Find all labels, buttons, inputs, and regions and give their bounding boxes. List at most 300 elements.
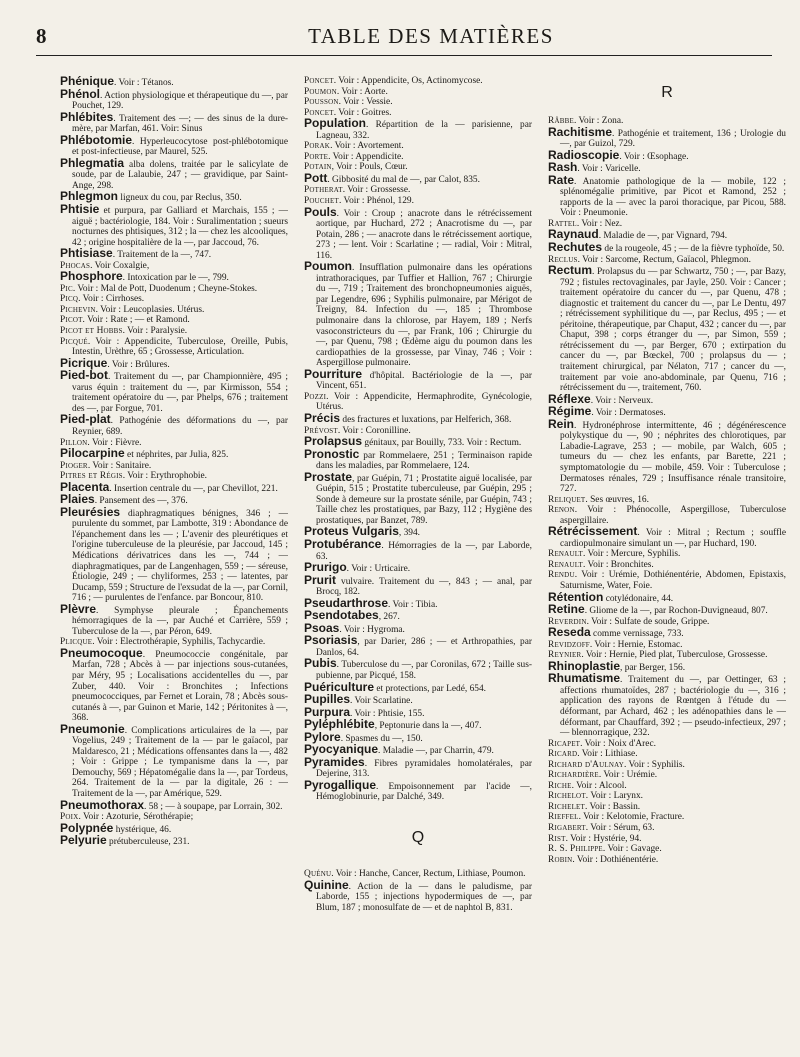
entry-text: . Maladie de —, par Vignard, 794. — [598, 231, 728, 242]
index-entry — [304, 170, 532, 186]
index-entry — [60, 414, 288, 437]
entry-term: Population — [304, 116, 366, 131]
entry-author: Richelot — [548, 791, 586, 802]
entry-term: Prurit — [304, 572, 337, 587]
entry-text: . Voir : Zona. — [573, 116, 624, 126]
index-entry — [304, 635, 532, 658]
index-entry — [548, 749, 786, 760]
index-entry — [60, 86, 288, 112]
entry-text: . Voir : Mal de Pott, Duodenum ; Cheyne-Stokes. — [72, 283, 258, 294]
index-entry — [548, 495, 786, 506]
entry-author: Richelet — [548, 801, 586, 812]
entry-text: . Voir : Œsophage. — [619, 151, 689, 162]
entry-term: Pupilles — [304, 692, 351, 707]
entry-text: , 394. — [398, 528, 421, 539]
entry-term: Pneumocoque — [60, 645, 143, 660]
entry-author: Poncet — [304, 76, 334, 86]
entry-text: et néphrites, par Julia, 825. — [124, 450, 229, 461]
entry-author: Ricapet — [548, 738, 581, 749]
entry-term: Pneumothorax — [60, 797, 145, 812]
index-entry — [60, 284, 288, 295]
entry-text: . Voir : Sérum, 63. — [585, 823, 655, 833]
entry-text: . Complications articulaires de la —, par Vogelius, 249 ; Traitement de la — par le gaïacol, par Maldaresco, 21 ; Médications offensantes dans la —, 482 ; Voir : Grippe ; Le tympanisme dans la —, par Demouchy, 569 ; Hépatomégalie dans la —, par Tordeus, 264. Traitement de la — par la digitale, 26 : — Traitement de la —, par Amérique, 529. — [72, 725, 288, 799]
section-letter: R — [661, 84, 673, 101]
entry-term: Purpura — [304, 704, 351, 719]
entry-term: Pilocarpine — [60, 446, 125, 461]
entry-author: Pioger — [60, 460, 88, 471]
entry-author: Revidzoff — [548, 639, 590, 650]
entry-text: . Voir : Phénol, 129. — [339, 196, 414, 207]
entry-text: . Voir : Larynx. — [585, 791, 643, 802]
entry-term: Régime — [548, 404, 592, 419]
entry-term: Rectum — [548, 263, 593, 278]
index-entry — [548, 802, 786, 813]
entry-text: . Voir : Mitral ; Rectum ; souffle cardiopulmonaire simulant un —, par Huchard, 190. — [560, 528, 786, 549]
entry-text: . Intoxication par le —, 799. — [122, 273, 229, 284]
entry-text: . Voir : Syphilis. — [624, 759, 685, 770]
entry-term: Pied-plat — [60, 412, 111, 427]
entry-term: Pyrogallique — [304, 777, 377, 792]
entry-author: Pouchet — [304, 196, 340, 207]
index-entry — [60, 109, 288, 135]
entry-term: Reseda — [548, 625, 591, 640]
index-entry — [304, 562, 532, 575]
entry-term: Raynaud — [548, 227, 599, 242]
index-entry — [304, 152, 532, 163]
entry-text: . Traitement du —, par Oettinger, 63 ; affections rhumatoïdes, 287 ; bactériologie du —, 316 ; application des rayons de Rœntgen à l'étude du — déformant, par Achard, 462 ; les adénopathies dans le — déformant, par Chauffard, 392 ; — pseudo-infectieux, 297 ; — blennorragique, 232. — [560, 675, 786, 739]
entry-text: . Action physiologique et thérapeutique du —, par Pouchet, 129. — [72, 90, 288, 112]
entry-author: Plicque — [60, 637, 93, 648]
entry-text: . Voir : Hernie, Pied plat, Tuberculose, Grossesse. — [581, 650, 768, 661]
index-entry — [60, 132, 288, 158]
entry-text: par Rommelaere, 251 ; Terminaison rapide dans les maladies, par Rommelaere, 124. — [316, 450, 532, 472]
entry-term: Rash — [548, 160, 578, 175]
index-entry — [548, 560, 786, 571]
entry-author: Reynier — [548, 650, 582, 661]
entry-text: et protections, par Ledé, 654. — [374, 683, 486, 694]
entry-text: . Voir : Appendicite, Hermaphrodite, Gynécologie, Utérus. — [316, 391, 532, 413]
entry-text: . Traitement des —; — des sinus de la dure-mère, par Marfan, 461. Voir: Sinus — [72, 113, 288, 135]
entry-term: Placenta — [60, 479, 110, 494]
index-entry — [304, 162, 532, 173]
entry-text: . Action de la — dans le paludisme, par Laborde, 155 ; injections hypodermiques de —, par Blum, 187 ; monosulfate de — et de naphtol B, 831. — [316, 881, 532, 913]
entry-text: . Voir : Nez. — [576, 218, 623, 229]
entry-author: Renon — [548, 505, 575, 516]
entry-term: Phénique — [60, 76, 115, 88]
entry-text: . Voir : Phtisie, 155. — [350, 708, 425, 719]
entry-text: . Voir : Erythrophobie. — [122, 471, 207, 482]
entry-text: . Voir : Urémie, Dothiénentérie, Abdomen, Epistaxis, Saturnisme, Water, Foie. — [560, 570, 786, 591]
entry-text: prétuberculeuse, 231. — [106, 837, 190, 848]
index-columns — [60, 76, 786, 913]
index-entry — [60, 155, 288, 192]
entry-term: Phtisie — [60, 202, 100, 217]
entry-text: . Voir : Vessie. — [338, 97, 393, 108]
index-entry — [548, 162, 786, 175]
entry-text: . Voir : Tibia. — [388, 599, 438, 610]
entry-text: hystérique, 46. — [113, 824, 172, 835]
index-column-2 — [304, 76, 532, 913]
entry-text: . Traitement de la —, 747. — [112, 250, 212, 261]
entry-term: Phlegmon — [60, 189, 119, 204]
entry-text: . Hyperleucocytose post-phlébotomique et post-infectieuse, par Maurel, 525. — [72, 136, 288, 158]
index-entry — [60, 448, 288, 461]
entry-term: Rétention — [548, 589, 604, 604]
entry-term: Prostate — [304, 469, 353, 484]
entry-text: . Voir : Azoturie, Sérothérapie; — [78, 812, 194, 823]
index-entry — [548, 640, 786, 651]
index-entry — [304, 118, 532, 141]
entry-term: Prurigo — [304, 560, 347, 575]
index-entry — [548, 172, 786, 219]
index-entry — [60, 337, 288, 358]
entry-author: Potherat — [304, 185, 343, 196]
index-entry — [548, 855, 786, 866]
index-entry — [60, 835, 288, 848]
entry-text: . Pneumococcie congénitale, par Marfan, 728 ; Abcès à — par injections sous-cutanées, par Méry, 95 ; Localisations accidentelles du —, par Zuber, 440. Voir : Bronchites ; Infections pneumococciques, par Fernet et Lorain, 78 ; Abcès sous-cutanés à —, par Guinon et Marie, 142 ; Péritonites à —, 368. — [72, 649, 288, 724]
entry-author: Potain — [304, 162, 332, 173]
entry-text: comme vernissage, 733. — [590, 629, 684, 640]
entry-author: Prévost — [304, 425, 338, 436]
entry-author: Picot et Hobbs — [60, 326, 123, 337]
entry-text: , Voir : Pouls, Cœur. — [331, 162, 408, 173]
index-entry — [548, 760, 786, 771]
index-entry — [548, 812, 786, 823]
index-entry — [304, 196, 532, 207]
entry-author: Rigabert — [548, 823, 586, 833]
entry-text: des fractures et luxations, par Helferich, 368. — [340, 414, 512, 425]
index-entry — [304, 185, 532, 196]
entry-author: Reliquet — [548, 494, 586, 505]
index-entry — [304, 777, 532, 803]
entry-text: . Voir : Urémie. — [598, 770, 658, 781]
entry-author: Reverdin — [548, 616, 587, 627]
entry-text: , par Guépin, 71 ; Prostatite aiguë localisée, par Guépin, 515 ; Prostatite tuberculeuse, par Guépin, 295 ; Sonde à demeure sur la prostate sénile, par Guépin, 743 ; Taille chez les prostatiques, par Bazy, 112 ; Hygiène des prostatiques, par Banzet, 789. — [316, 473, 532, 526]
index-entry — [60, 294, 288, 305]
entry-text: . Voir : Fièvre. — [87, 437, 142, 448]
index-entry — [304, 76, 532, 87]
entry-text: . Voir : Rate ; — et Ramond. — [82, 315, 190, 326]
entry-term: Pylore — [304, 729, 341, 744]
entry-term: Psoriasis — [304, 633, 358, 648]
entry-term: Psendotabes — [304, 608, 379, 623]
entry-text: . Anatomie pathologique de la — mobile, 122 ; splénomégalie primitive, par Picot et Ramond, 252 ; rapports de la — avec la paroi thoracique, par Picou, 588. Voir : Pneumonie. — [560, 176, 786, 219]
index-entry — [60, 326, 288, 337]
entry-text: d'hôpital. Bactériologie de la —, par Vincent, 651. — [316, 370, 532, 392]
entry-author: Robin — [548, 854, 573, 865]
entry-term: Phosphore — [60, 269, 123, 284]
entry-text: . Voir : Paralysie. — [122, 326, 188, 337]
entry-term: Prolapsus — [304, 434, 363, 449]
header-rule — [36, 55, 772, 56]
entry-text: diaphragmatiques bénignes, 346 ; — purulente du sommet, par Lambotte, 319 : Abondance de l'épanchement dans les — ; L'avenir des pleurétiques et l'origine tuberculeuse de la pleurésie, par Jaccoud, 145 ; Médications dérivatrices dans les —, 744 ; — diaphragmatiques, par de Langenhagen, 559 ; — séreuse, Étiologie, 249 ; — chyliformes, 253 ; — latentes, par Ducamp, 559 ; Structure de l'exsudat de la —, par Cornil, 716 ; — purulentes de l'enfance. par Boncour, 810. — [72, 508, 288, 604]
entry-text: . Pathogénie des déformations du —, par Reynier, 689. — [72, 416, 288, 437]
entry-text: , par Berger, 156. — [620, 662, 686, 673]
entry-author: Porak — [304, 141, 331, 152]
index-entry — [60, 271, 288, 284]
entry-term: Rhumatisme — [548, 671, 621, 686]
index-entry — [60, 370, 288, 414]
entry-author: Picqué — [60, 336, 88, 347]
entry-text: . Voir : Grossesse. — [342, 185, 411, 196]
entry-text: . Voir : Lithiase. — [577, 749, 638, 760]
entry-text: . Voir : Goitres. — [333, 107, 392, 118]
index-entry — [548, 770, 786, 781]
section-letter: Q — [411, 829, 425, 846]
index-entry — [60, 645, 288, 724]
index-entry — [304, 877, 532, 914]
entry-author: Ricard — [548, 749, 578, 760]
entry-author: Poumon — [304, 86, 337, 97]
entry-term: Pyramides — [304, 754, 365, 769]
index-entry — [60, 601, 288, 638]
entry-text: . Gliome de la —, par Rochon-Duvigneaud, 807. — [584, 606, 768, 617]
entry-text: . Voir : Croup ; anacrote dans le rétrécissement aortique, par Huchard, 272 ; Anacrotisme du —, par Potain, 286 ; — anacrote dans le rétrécissement aortique, 273 ; — lent. Voir : Scarlatine ; — radial, Voir : Mitral, 116. — [316, 208, 532, 261]
entry-author: Rieffel — [548, 812, 579, 823]
entry-text: . Voir : Aorte. — [336, 86, 388, 97]
index-entry — [548, 147, 786, 163]
index-column-1 — [60, 76, 288, 913]
entry-author: Reclus — [548, 254, 578, 265]
index-entry — [304, 536, 532, 562]
index-entry — [60, 305, 288, 316]
entry-term: Réflexe — [548, 391, 591, 406]
entry-text: . Voir : Leucoplasies. Utérus. — [95, 304, 205, 315]
index-entry — [304, 754, 532, 780]
index-entry — [548, 834, 786, 845]
entry-text: . Fibres pyramidales homolatérales, par Dejerine, 313. — [316, 758, 532, 780]
entry-term: Pourriture — [304, 366, 363, 381]
index-entry — [304, 204, 532, 262]
entry-text: . Voir Coxalgie, — [90, 260, 150, 271]
entry-term: Rate — [548, 172, 575, 187]
entry-author: Pitres et Régis — [60, 471, 123, 482]
entry-text: alba dolens, traitée par le salicylate de soude, par de Lalaubie, 247 ; — gravidique, par Saint-Ange, 298. — [72, 159, 288, 191]
index-entry — [548, 242, 786, 255]
entry-term: Poumon — [304, 259, 352, 274]
entry-text: . Voir : Hernie, Estomac. — [589, 639, 683, 650]
index-entry — [548, 549, 786, 560]
entry-text: . Spasmes du —, 150. — [340, 733, 423, 744]
entry-term: Retine — [548, 602, 585, 617]
entry-text: . Pansement des —, 376. — [94, 496, 188, 507]
entry-author: Râbbe — [548, 116, 574, 126]
entry-text: . Voir : Hygroma. — [339, 624, 405, 635]
index-entry — [548, 627, 786, 640]
index-entry — [548, 739, 786, 750]
entry-text: . Voir : Noix d'Arec. — [580, 738, 656, 749]
entry-author: Pousson — [304, 97, 339, 108]
entry-text: génitaux, par Bouilly, 733. Voir : Rectum. — [362, 438, 522, 449]
index-entry — [304, 87, 532, 98]
entry-term: Pubis — [304, 656, 337, 671]
entry-text: . Voir : Appendicite, Os, Actinomycose. — [333, 76, 483, 86]
entry-text: , 267. — [378, 612, 400, 623]
entry-author: Picot — [60, 315, 83, 326]
entry-term: Rein — [548, 416, 575, 431]
entry-author: Phocas — [60, 260, 91, 271]
entry-term: Picrique — [60, 355, 108, 370]
entry-text: . Voir : Hanche, Cancer, Rectum, Lithiase, Poumon. — [331, 869, 526, 879]
index-entry — [548, 604, 786, 617]
index-entry — [548, 823, 786, 834]
entry-text: . Voir : Mercure, Syphilis. — [583, 549, 681, 560]
entry-text: . Voir : Nerveux. — [590, 395, 654, 406]
entry-term: Précis — [304, 410, 341, 425]
entry-term: Quinine — [304, 877, 349, 892]
index-entry — [548, 844, 786, 855]
entry-text: . Insufflation pulmonaire dans les opérations intrathoraciques, par Tuffier et Hallion, 767 ; Chirurgie du —, 719 ; Traitement des bronchopneumonies aiguës, par Legendre, 696 ; Syphilis pulmonaire, par Mérigot de Treigny, 84. Infection du —, 185 ; Thrombose pulmonaire dans la chlorose, par Hayem, 189 ; Nerfs vasoconstricteurs du —, par Frank, 106 ; Chirurgie du —, par Quenu, 798 ; Œdème aigu du poumon dans les cardiopathies de la grossesse, par Vinay, 746 ; Voir : Aspergillose pulmonaire. — [316, 263, 532, 369]
entry-term: Plaies — [60, 492, 95, 507]
entry-term: Pyocyanique — [304, 742, 379, 757]
entry-author: Pichevin — [60, 304, 96, 315]
entry-text: . Voir : Cirrhoses. — [78, 294, 145, 305]
entry-term: Polypnée — [60, 820, 114, 835]
index-entry — [304, 97, 532, 108]
page-header — [36, 24, 772, 54]
index-entry — [60, 721, 288, 800]
entry-term: Pott — [304, 170, 328, 185]
entry-term: Psoas — [304, 620, 340, 635]
index-entry — [304, 261, 532, 368]
entry-text: . Voir : Sanitaire. — [87, 460, 152, 471]
entry-text: . Voir : Sulfate de soude, Grippe. — [586, 616, 710, 627]
entry-author: Pozzi — [304, 391, 327, 402]
index-column-3 — [548, 76, 786, 913]
index-entry — [304, 141, 532, 152]
index-entry — [304, 469, 532, 527]
index-entry — [548, 265, 786, 394]
index-entry — [548, 673, 786, 738]
index-entry — [60, 315, 288, 326]
entry-text: . Voir Scarlatine. — [350, 696, 413, 707]
entry-term: Phénol — [60, 86, 101, 101]
entry-author: Rendu — [548, 570, 575, 581]
entry-text: . Répartition de la — parisienne, par Lagneau, 332. — [316, 120, 532, 141]
entry-term: Pelyurie — [60, 833, 107, 848]
index-entry — [304, 410, 532, 426]
entry-author: Porte — [304, 151, 329, 162]
entry-term: Protubérance — [304, 536, 382, 551]
entry-author: R. S. Philippe — [548, 844, 603, 855]
index-entry — [304, 446, 532, 472]
entry-text: . Voir : Phénocolle, Aspergillose, Tuberculose aspergillaire. — [560, 505, 786, 526]
entry-text: . Voir : Electrothérapie, Syphilis, Tachycardie. — [92, 637, 266, 648]
page-title: TABLE DES MATIÈRES — [308, 24, 554, 48]
entry-text: de la rougeole, 45 ; — de la fièvre typhoïde, 50. — [602, 244, 785, 255]
entry-author: Renault — [548, 549, 584, 560]
index-entry — [548, 526, 786, 549]
index-entry — [304, 366, 532, 392]
entry-term: Plèvre — [60, 601, 97, 616]
entry-text: . Traitement du —, par Championnière, 495 ; varus équin : traitement du —, par Kirmisson, 554 ; traitement opératoire du —, par Phelps, 676 ; traitement des —, par Forgue, 701. — [72, 372, 288, 414]
entry-text: . Tuberculose du —, par Coronilas, 672 ; Taille sus-pubienne, par Picqué, 158. — [316, 660, 532, 681]
entry-text: . Voir : Bronchites. — [583, 559, 654, 570]
entry-text: . Hémorragies de la —, par Laborde, 63. — [316, 540, 532, 562]
entry-term: Phlébites — [60, 109, 114, 124]
entry-author: Quénu — [304, 869, 332, 879]
entry-term: Radioscopie — [548, 147, 620, 162]
index-entry — [548, 416, 786, 495]
entry-text: . Voir : Alcool. — [571, 780, 627, 791]
entry-text: . Voir : Varicelle. — [577, 164, 641, 175]
page-number: 8 — [36, 24, 47, 48]
entry-term: Pouls — [304, 204, 337, 219]
entry-author: Pillon — [60, 437, 88, 448]
entry-text: . Voir : Bassin. — [585, 801, 641, 812]
entry-term: Rétrécissement — [548, 524, 638, 539]
index-entry — [304, 658, 532, 681]
entry-text: . Empoisonnement par l'acide —, Hémoglobinurie, par Dalché, 349. — [316, 781, 532, 803]
entry-author: Poix — [60, 812, 79, 823]
entry-text: . Voir : Gavage. — [602, 844, 662, 855]
entry-text: . Voir : Tétanos. — [114, 78, 174, 88]
entry-text: . Prolapsus du — par Schwartz, 750 ; —, par Bazy, 792 ; fistules rectovaginales, par Jayle, 250. Voir : Cancer ; traitement opératoire du cancer du —, par Quenu, 478 ; diagnostic et traitement du cancer du —, par Le Dentu, 497 ; rétrécissement syphilitique du —, par Reclus, 495 ; — et péritoine, thérapeutique, par Chaput, 432 ; cancer du —, par Chaput, 398 ; corps étranger du —, par Simon, 559 ; rétrécissement du —, par Berger, 670 ; extirpation du cancer du —, par Bœckel, 700 ; prolapsus du — ; traitement chirurgical, par Nélaton, 717 ; cancer du —, traitement par voie ano-abdominale, par Quenu, 716 ; rétrécissement du —, traitement, 760. — [560, 267, 786, 394]
entry-term: Proteus Vulgaris — [304, 524, 399, 539]
entry-term: Phtisiase — [60, 246, 113, 261]
entry-term: Rechutes — [548, 240, 603, 255]
entry-text: . Symphyse pleurale ; Épanchements hémorragiques de la —, par Auché et Carrière, 559 ; Tuberculose de la —, par Péron, 649. — [72, 605, 288, 637]
entry-author: Rist — [548, 833, 566, 844]
entry-author: Renault — [548, 559, 584, 570]
entry-text: . Voir : Appendicite. — [328, 151, 404, 162]
entry-text: . Voir : Urticaire. — [346, 564, 411, 575]
entry-text: . Voir : Coronilline. — [337, 425, 411, 436]
entry-term: Rachitisme — [548, 124, 613, 139]
entry-term: Pseudarthrose — [304, 595, 389, 610]
entry-text: . Ses œuvres, 16. — [585, 494, 649, 505]
index-entry — [548, 791, 786, 802]
entry-text: . Voir : Dothiénentérie. — [572, 854, 659, 865]
entry-text: , par Darier, 286 ; — et Arthropathies, par Danlos, 64. — [316, 637, 532, 658]
entry-text: . 58 ; — à soupape, par Lorrain, 302. — [144, 801, 283, 812]
index-entry — [60, 461, 288, 472]
entry-term: Rhinoplastie — [548, 658, 621, 673]
entry-author: Richard d'Aulnay — [548, 759, 624, 770]
entry-author: Poncet — [304, 107, 334, 118]
entry-text: . Voir : Hystérie, 94. — [565, 833, 642, 844]
entry-author: Rattel — [548, 218, 577, 229]
entry-text: . Voir : Brûlures. — [107, 359, 170, 370]
entry-term: Pleurésies — [60, 504, 121, 519]
index-entry — [60, 797, 288, 813]
index-entry — [304, 572, 532, 598]
entry-text: , Peptonurie dans la —, 407. — [374, 721, 482, 732]
index-entry — [548, 570, 786, 591]
entry-text: . Hydronéphrose intermittente, 46 ; dégénérescence polykystique du —, 90 ; néphrites des chlorotiques, par Labadie-Lagrave, 253 ; — mobile, par Walch, 605 ; tumeurs du — chez les enfants, par Barette, 221 ; symptomatologie du — mobile, 459. Voir : Tuberculose ; Dermatoses rénales, 729 ; Insuffisance rénale transitoire, 727. — [560, 420, 786, 495]
entry-term: Phlébotomie — [60, 132, 133, 147]
entry-text: . Voir : Sarcome, Rectum, Gaïacol, Phlegmon. — [577, 254, 751, 265]
index-entry — [548, 505, 786, 526]
entry-text: . Gibbosité du mal de —, par Calot, 835. — [327, 174, 480, 185]
entry-term: Pneumonie — [60, 721, 125, 736]
entry-text: ligneux du cou, par Reclus, 350. — [118, 193, 242, 204]
entry-text: vulvaire. Traitement du —, 843 ; — anal, par Brocq, 182. — [316, 576, 532, 598]
entry-author: Riche — [548, 780, 572, 791]
entry-term: Puériculture — [304, 679, 375, 694]
entry-text: . Voir : Appendicite, Tuberculose, Oreille, Pubis, Intestin, Urèthre, 65 ; Grossesse, Articulation. — [72, 336, 288, 358]
entry-text: et purpura, par Galliard et Marchais, 155 ; — aiguë ; bactériologie, 184. Voir : Suralimentation ; sueurs nocturnes des phtisiques, 312 ; la — chez les alcooliques, 42 ; origine hospitalière de la —, par Jaccoud, 76. — [72, 206, 288, 248]
index-entry — [548, 406, 786, 419]
entry-text: . Voir : Dermatoses. — [591, 408, 666, 419]
entry-author: Pic — [60, 283, 73, 294]
entry-author: Picq — [60, 294, 79, 305]
index-entry — [60, 504, 288, 604]
index-entry — [548, 124, 786, 150]
entry-author: Richardière — [548, 770, 599, 781]
entry-term: Pyléphlébite — [304, 717, 375, 732]
entry-text: . Voir : Kelotomie, Fracture. — [578, 812, 685, 823]
